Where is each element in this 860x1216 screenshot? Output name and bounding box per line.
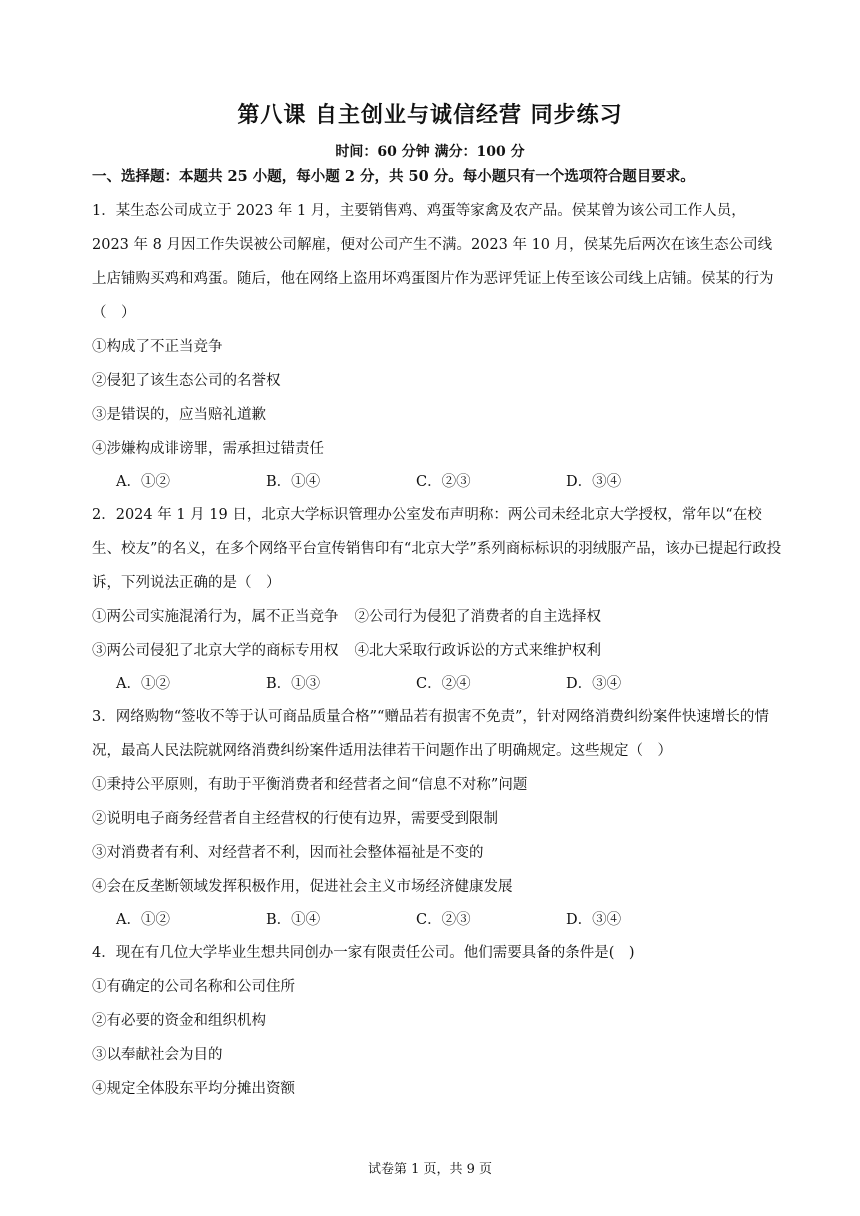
statement-option: ①有确定的公司名称和公司住所 (92, 979, 295, 995)
choice-a: A．①② (116, 912, 170, 928)
question-4 (92, 936, 782, 1106)
statement-option: ②公司行为侵犯了消费者的自主选择权 (354, 609, 601, 625)
statement-option: ④规定全体股东平均分摊出资额 (92, 1081, 295, 1097)
question-stem: 3．网络购物“签收不等于认可商品质量合格”“赠品若有损害不免责”，针对网络消费纠纷案件快速增长的情况，最高人民法院就网络消费纠纷案件适用法律若干问题作出了明确规定。这些规定（ ） (92, 709, 769, 759)
question-2 (92, 498, 782, 700)
question-3 (92, 700, 782, 936)
choice-c: C．②③ (416, 474, 471, 490)
statement-option: ①秉持公平原则，有助于平衡消费者和经营者之间“信息不对称”问题 (92, 777, 528, 793)
statement-option: ④涉嫌构成诽谤罪，需承担过错责任 (92, 441, 324, 457)
answer-choices (92, 668, 782, 700)
choice-c: C．②③ (416, 912, 471, 928)
statement-option: ①构成了不正当竞争 (92, 339, 223, 355)
choice-d: D．③④ (566, 676, 622, 692)
question-stem: 2．2024 年 1 月 19 日，北京大学标识管理办公室发布声明称：两公司未经北京大学授权，常年以“在校生、校友”的名义，在多个网络平台宣传销售印有“北京大学”系列商标标识的羽绒服产品，该办已提起行政投诉，下列说法正确的是（ ） (92, 507, 782, 591)
answer-choices (92, 904, 782, 936)
exam-info: 时间：60 分钟 满分：100 分 (335, 144, 525, 160)
choice-a: A．①② (116, 474, 170, 490)
choice-a: A．①② (116, 676, 170, 692)
choice-c: C．②④ (416, 676, 471, 692)
statement-option: ②说明电子商务经营者自主经营权的行使有边界，需要受到限制 (92, 811, 498, 827)
statement-option: ①两公司实施混淆行为，属不正当竞争 (92, 609, 339, 625)
question-stem: 4．现在有几位大学毕业生想共同创办一家有限责任公司。他们需要具备的条件是( ) (92, 945, 635, 961)
statement-row (92, 600, 782, 634)
statement-option: ③以奉献社会为目的 (92, 1047, 223, 1063)
question-1 (92, 194, 782, 498)
choice-d: D．③④ (566, 474, 622, 490)
statement-option: ②侵犯了该生态公司的名誉权 (92, 373, 281, 389)
statement-option: ④北大采取行政诉讼的方式来维护权利 (354, 643, 601, 659)
statement-option: ②有必要的资金和组织机构 (92, 1013, 266, 1029)
question-stem: 1．某生态公司成立于 2023 年 1 月，主要销售鸡、鸡蛋等家禽及农产品。侯某曾为该公司工作人员，2023 年 8 月因工作失误被公司解雇，便对公司产生不满。2023 年 10 月，侯某先后两次在该生态公司线上店铺购买鸡和鸡蛋。随后，他在网络上盗用坏鸡蛋图片作为恶评凭证上传至该公司线上店铺。侯某的行为（ ） (92, 203, 774, 321)
statement-option: ③对消费者有利、对经营者不利，因而社会整体福祉是不变的 (92, 845, 484, 861)
statement-row (92, 634, 782, 668)
statement-option: ④会在反垄断领域发挥积极作用，促进社会主义市场经济健康发展 (92, 879, 513, 895)
statement-option: ③是错误的，应当赔礼道歉 (92, 407, 266, 423)
statement-option: ③两公司侵犯了北京大学的商标专用权 (92, 643, 339, 659)
section-heading: 一、选择题：本题共 25 小题，每小题 2 分，共 50 分。每小题只有一个选项符合题目要求。 (92, 168, 695, 185)
answer-choices (92, 466, 782, 498)
choice-b: B．①③ (266, 676, 321, 692)
choice-b: B．①④ (266, 912, 321, 928)
choice-b: B．①④ (266, 474, 321, 490)
page-footer: 试卷第 1 页，共 9 页 (367, 1162, 493, 1177)
page-title: 第八课 自主创业与诚信经营 同步练习 (237, 102, 623, 128)
choice-d: D．③④ (566, 912, 622, 928)
questions-area (92, 194, 782, 1106)
